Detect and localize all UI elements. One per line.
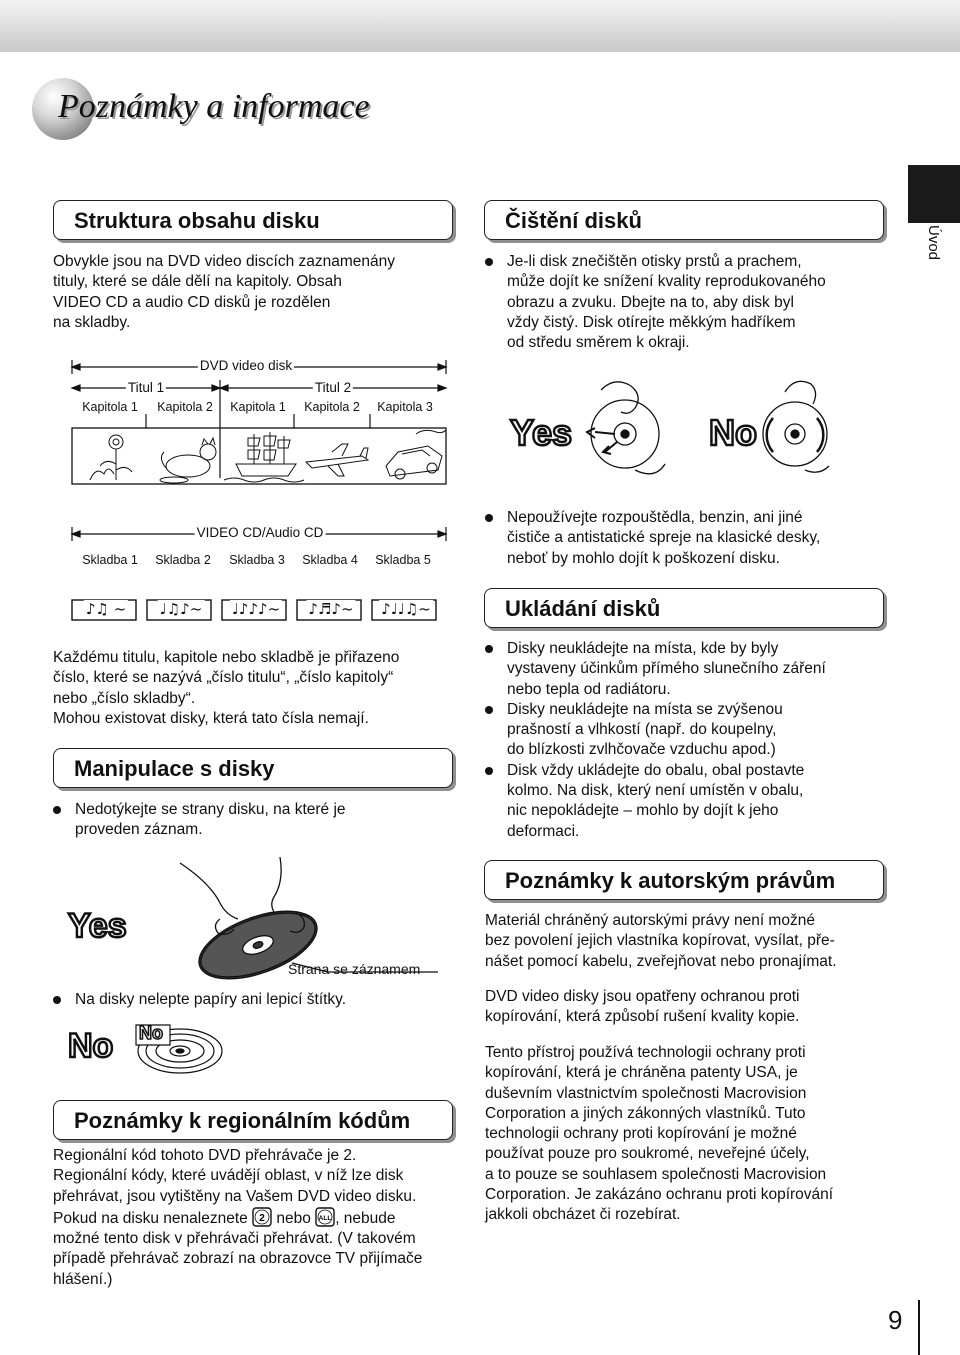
- cleaning-heading: Čištění disků: [484, 200, 884, 240]
- copyright-line: duševním vlastnictvím společnosti Macrovision: [485, 1084, 807, 1102]
- chapter-label: Kapitola 2: [304, 400, 360, 414]
- structure-intro-line: VIDEO CD a audio CD disků je rozdělen: [53, 293, 331, 311]
- storage-bullet-line: nebo tepla od radiátoru.: [507, 680, 671, 698]
- yes-label: Yes: [68, 907, 127, 945]
- storage-bullet-line: deformaci.: [507, 822, 580, 840]
- page-number-rule: [918, 1300, 920, 1355]
- music-note-icon: ♪♩♩♫~: [381, 600, 431, 618]
- handling-list-1: [53, 800, 463, 841]
- cleaning-bullet-line: vždy čistý. Disk otírejte měkkým hadříkem: [507, 313, 796, 331]
- regional-line-icons: [53, 1207, 473, 1229]
- regional-line: možné tento disk v přehrávači přehrávat. (V takovém: [53, 1230, 416, 1248]
- cleaning-list-1: [485, 252, 905, 353]
- region-all-icon-text: ALL: [318, 1214, 332, 1222]
- copyright-line: nášet pomocí kabelu, zveřejňovat nebo pronajímat.: [485, 952, 837, 970]
- numbering-line: nebo „číslo skladby“.: [53, 689, 196, 707]
- cleaning-no-label: No: [709, 412, 757, 453]
- copyright-paragraph-3: [485, 1043, 905, 1226]
- copyright-line: bez povolení jejich vlastníka kopírovat, vysílat, pře-: [485, 932, 835, 950]
- chapter-label: Kapitola 3: [377, 400, 433, 414]
- track-label: Skladba 3: [229, 553, 285, 567]
- copyright-heading: Poznámky k autorským právům: [484, 860, 884, 900]
- copyright-line: Tento přístroj používá technologii ochrany proti: [485, 1044, 806, 1061]
- structure-intro: [53, 252, 463, 333]
- cleaning-bullet: [485, 252, 905, 353]
- music-note-icon: ♩♫♪~: [159, 600, 203, 618]
- dvd-diagram-lines: [70, 352, 450, 492]
- copyright-paragraph-2: [485, 987, 905, 1028]
- chapter-label: Kapitola 2: [157, 400, 213, 414]
- chapter-label: Kapitola 1: [230, 400, 286, 414]
- numbering-paragraph: [53, 648, 473, 729]
- no-label: No: [68, 1027, 114, 1065]
- regional-line: Regionální kód tohoto DVD přehrávače je 2.: [53, 1147, 357, 1164]
- cleaning-discs-drawing: [505, 370, 845, 490]
- storage-bullet: [485, 639, 905, 700]
- side-tab-label: Úvod: [925, 225, 942, 261]
- storage-list: [485, 639, 905, 842]
- handling-heading: Manipulace s disky: [53, 748, 453, 788]
- cleaning-bullet: [485, 508, 905, 569]
- region-2-globe-icon: [252, 1207, 272, 1227]
- numbering-line: Každému titulu, kapitole nebo skladbě je přiřazeno: [53, 649, 400, 666]
- handling-bullet: [53, 800, 463, 841]
- cleaning-bullet-line: neboť by mohlo dojít k poškození disku.: [507, 549, 780, 567]
- title-label: Titul 1: [127, 380, 165, 395]
- copyright-line: kopírování, která způsobí rušení kvality kopie.: [485, 1008, 800, 1026]
- side-tab-marker: [908, 165, 960, 223]
- storage-heading: Ukládání disků: [484, 588, 884, 628]
- regional-heading: Poznámky k regionálním kódům: [53, 1100, 453, 1140]
- cleaning-bullet-line: může dojít ke snížení kvality reprodukovaného: [507, 273, 826, 291]
- track-label: Skladba 2: [155, 553, 211, 567]
- cleaning-bullet-line: Nepoužívejte rozpouštědla, benzin, ani jiné: [507, 509, 803, 526]
- regional-line: případě přehrávač zobrazí na obrazovce TV přijímače: [53, 1250, 423, 1268]
- track-label: Skladba 1: [82, 553, 138, 567]
- regional-text: , nebude: [335, 1209, 396, 1227]
- cleaning-bullet-line: obrazu a zvuku. Dbejte na to, aby disk byl: [507, 293, 794, 311]
- structure-intro-line: Obvykle jsou na DVD video discích zaznamenány: [53, 253, 396, 270]
- music-note-icon: ♩♪♪♪~: [231, 600, 281, 618]
- handling-bullet-line: Nedotýkejte se strany disku, na které je: [75, 801, 346, 818]
- structure-heading: Struktura obsahu disku: [53, 200, 453, 240]
- storage-bullet-line: do blízkosti zvlhčovače vzduchu apod.): [507, 741, 776, 759]
- track-label: Skladba 5: [375, 553, 431, 567]
- recorded-side-label: Strana se záznamem: [288, 961, 421, 977]
- storage-bullet-line: vystaveny účinkům přímého slunečního záření: [507, 660, 826, 678]
- top-header-bar: [0, 0, 960, 52]
- regional-line: Regionální kódy, které uvádějí oblast, v níž lze disk: [53, 1167, 404, 1185]
- music-note-icon: ♪♬♪~: [308, 600, 354, 618]
- storage-bullet-line: prašností a vlhkostí (např. do koupelny,: [507, 721, 777, 739]
- sticker-disc-illustration: [60, 1015, 260, 1095]
- copyright-line: Corporation a jiných zákonných vlastníků. Tuto: [485, 1104, 806, 1122]
- storage-bullet: [485, 700, 905, 761]
- copyright-line: a to pouze se souhlasem společnosti Macrovision: [485, 1165, 827, 1183]
- copyright-line: kopírování, která je chráněna patenty USA, je: [485, 1064, 798, 1082]
- copyright-line: jakkoli obcházet či rozebírat.: [485, 1206, 681, 1224]
- storage-bullet-line: Disk vždy ukládejte do obalu, obal postavte: [507, 761, 805, 779]
- cleaning-bullet-line: od středu směrem k okraji.: [507, 334, 690, 352]
- regional-line: přehrávat, jsou vytištěny na Vašem DVD video disku.: [53, 1187, 417, 1205]
- storage-bullet-line: Disky neukládejte na místa se zvýšenou: [507, 700, 783, 718]
- copyright-line: používat pouze pro soukromé, neveřejné účely,: [485, 1145, 810, 1163]
- disc-holding-illustration: [60, 855, 460, 985]
- storage-bullet: [485, 761, 905, 842]
- page-number: 9: [888, 1305, 903, 1335]
- dvd-structure-diagram: [70, 352, 450, 492]
- regional-text: nebo: [276, 1209, 311, 1227]
- cleaning-bullet-line: čističe a antistatické spreje na klasické desky,: [507, 529, 821, 547]
- chapter-label: Kapitola 1: [82, 400, 138, 414]
- regional-paragraph: [53, 1146, 473, 1290]
- cleaning-illustration: [505, 370, 845, 490]
- handling-bullet-line: proveden záznam.: [75, 821, 203, 839]
- copyright-line: Corporation. Je zakázáno ochranu proti kopírování: [485, 1186, 834, 1204]
- cleaning-list-2: [485, 508, 905, 569]
- region-2-icon-text: 2: [259, 1212, 265, 1224]
- copyright-line: technologii ochrany proti kopírování je možné: [485, 1125, 797, 1143]
- storage-bullet-line: nic nepokládejte – mohlo by dojít k jeho: [507, 802, 779, 820]
- copyright-line: Materiál chráněný autorskými právy není možné: [485, 912, 815, 929]
- handling-bullet: Na disky nelepte papíry ani lepicí štítky.: [53, 990, 463, 1010]
- storage-bullet-line: Disky neukládejte na místa, kde by byly: [507, 640, 779, 657]
- music-note-icon: ♪♫ ~: [85, 600, 127, 618]
- cleaning-bullet-line: Je-li disk znečištěn otisky prstů a prachem,: [507, 253, 802, 270]
- structure-intro-line: tituly, které se dále dělí na kapitoly. Obsah: [53, 273, 342, 291]
- vcd-disc-label: VIDEO CD/Audio CD: [196, 525, 324, 540]
- copyright-line: DVD video disky jsou opatřeny ochranou proti: [485, 988, 800, 1005]
- dvd-disc-label: DVD video disk: [199, 358, 293, 373]
- regional-text: Pokud na disku nenaleznete: [53, 1209, 248, 1227]
- title-label: Titul 2: [314, 380, 352, 395]
- vcd-structure-diagram: [70, 520, 450, 628]
- page-title: Poznámky a informace: [58, 88, 370, 125]
- sticker-no-label: No: [139, 1023, 163, 1043]
- regional-line: hlášení.): [53, 1270, 113, 1288]
- handling-list-2: [53, 990, 463, 1010]
- storage-bullet-line: kolmo. Na disk, který není umístěn v obalu,: [507, 782, 804, 800]
- cleaning-yes-label: Yes: [510, 412, 573, 453]
- numbering-line: Mohou existovat disky, která tato čísla nemají.: [53, 709, 369, 727]
- numbering-line: číslo, které se nazývá „číslo titulu“, „číslo kapitoly“: [53, 669, 394, 687]
- copyright-paragraph-1: [485, 911, 905, 972]
- track-label: Skladba 4: [302, 553, 358, 567]
- structure-intro-line: na skladby.: [53, 313, 131, 331]
- region-all-globe-icon: [315, 1207, 335, 1227]
